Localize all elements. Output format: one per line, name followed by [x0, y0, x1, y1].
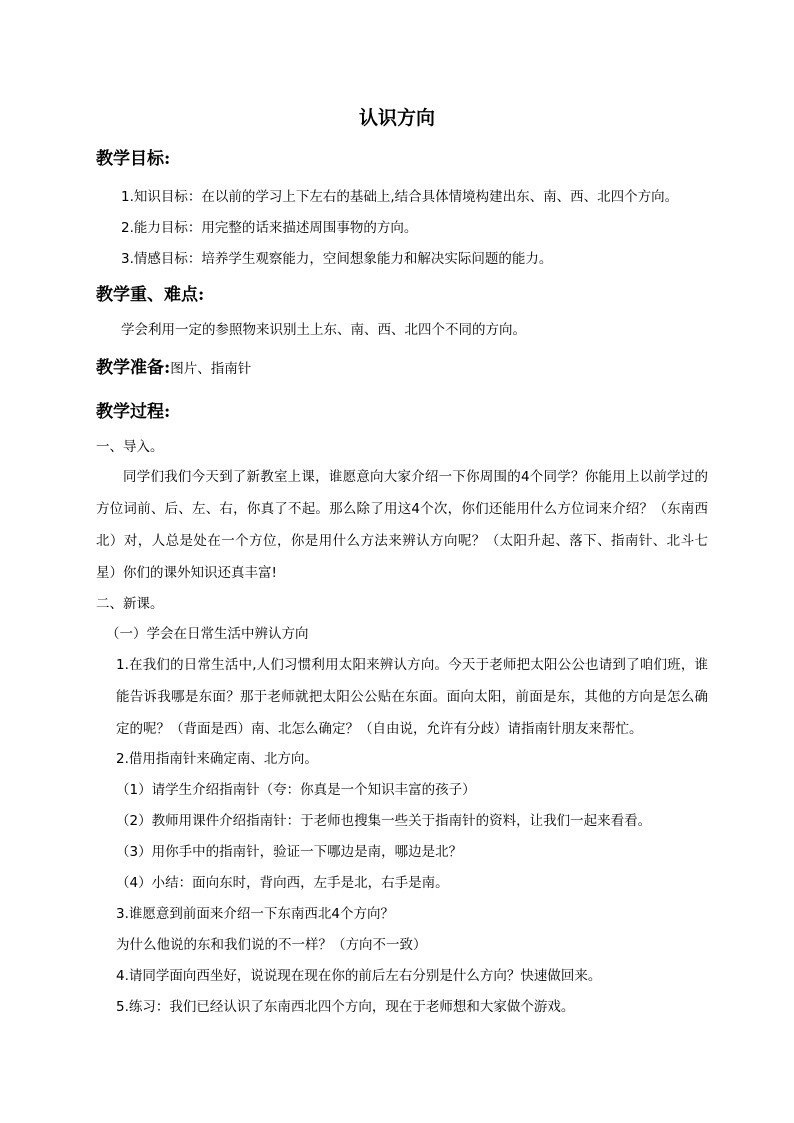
step-4: 4.请同学面向西坐好，说说现在现在你的前后左右分别是什么方向？快速做回来。: [116, 968, 602, 984]
step-2-item-1: （1）请学生介绍指南针（夸：你真是一个知识丰富的孩子）: [116, 782, 476, 798]
step-2-item-3: （3）用你手中的指南针，验证一下哪边是南，哪边是北？: [116, 844, 463, 860]
subsection-1: （一）学会在日常生活中辨认方向: [106, 626, 309, 642]
goal-item-2: 2.能力目标：用完整的话来描述周围事物的方向。: [121, 220, 418, 236]
intro-label: 一、导入。: [96, 439, 164, 455]
process-heading: 教学过程:: [96, 402, 171, 422]
prep-text: 图片、指南针: [170, 361, 252, 377]
step-5: 5.练习：我们已经认识了东南西北四个方向，现在于老师想和大家做个游戏。: [116, 999, 575, 1015]
step-2-item-2: （2）教师用课件介绍指南针：于老师也搜集一些关于指南针的资料，让我们一起来看看。: [116, 813, 652, 829]
goal-item-1: 1.知识目标：在以前的学习上下左右的基础上,结合具体情境构建出东、南、西、北四个方向。: [121, 189, 679, 205]
step-3-question: 为什么他说的东和我们说的不一样？（方向不一致）: [116, 937, 427, 953]
keypoints-text: 学会利用一定的参照物来识别土上东、南、西、北四个不同的方向。: [121, 322, 526, 338]
prep-heading: 教学准备:: [96, 358, 171, 378]
step-1-paragraph: 1.在我们的日常生活中,人们习惯利用太阳来辨认方向。今天于老师把太阳公公也请到了咱们班，谁能告诉我哪是东面？那于老师就把太阳公公贴在东面。面向太阳，前面是东，其他的方向是怎么确定的呢？（背面是西）南、北怎么确定？（自由说，允许有分歧）请指南针朋友来帮忙。: [116, 657, 708, 737]
prep-section: [96, 355, 251, 382]
step-2-item-4: （4）小结：面向东时，背向西，左手是北，右手是南。: [116, 875, 449, 891]
step-3: 3.谁愿意到前面来介绍一下东南西北4个方向？: [116, 906, 394, 922]
intro-paragraph: 同学们我们今天到了新教室上课，谁愿意向大家介绍一下你周围的4个同学？你能用上以前学过的方位词前、后、左、右，你真了不起。那么除了用这4个次，你们还能用什么方位词来介绍？（东南西北）对，人总是处在一个方位，你是用什么方法来辨认方向呢？（太阳升起、落下、指南针、北斗七星）你们的课外知识还真丰富!: [96, 469, 708, 581]
new-lesson-label: 二、新课。: [96, 596, 164, 612]
page-title: 认识方向: [358, 107, 435, 129]
goals-heading: 教学目标:: [96, 149, 171, 169]
step-2: 2.借用指南针来确定南、北方向。: [116, 751, 318, 767]
keypoints-heading: 教学重、难点:: [96, 285, 205, 305]
goal-item-3: 3.情感目标：培养学生观察能力，空间想象能力和解决实际问题的能力。: [121, 251, 553, 267]
